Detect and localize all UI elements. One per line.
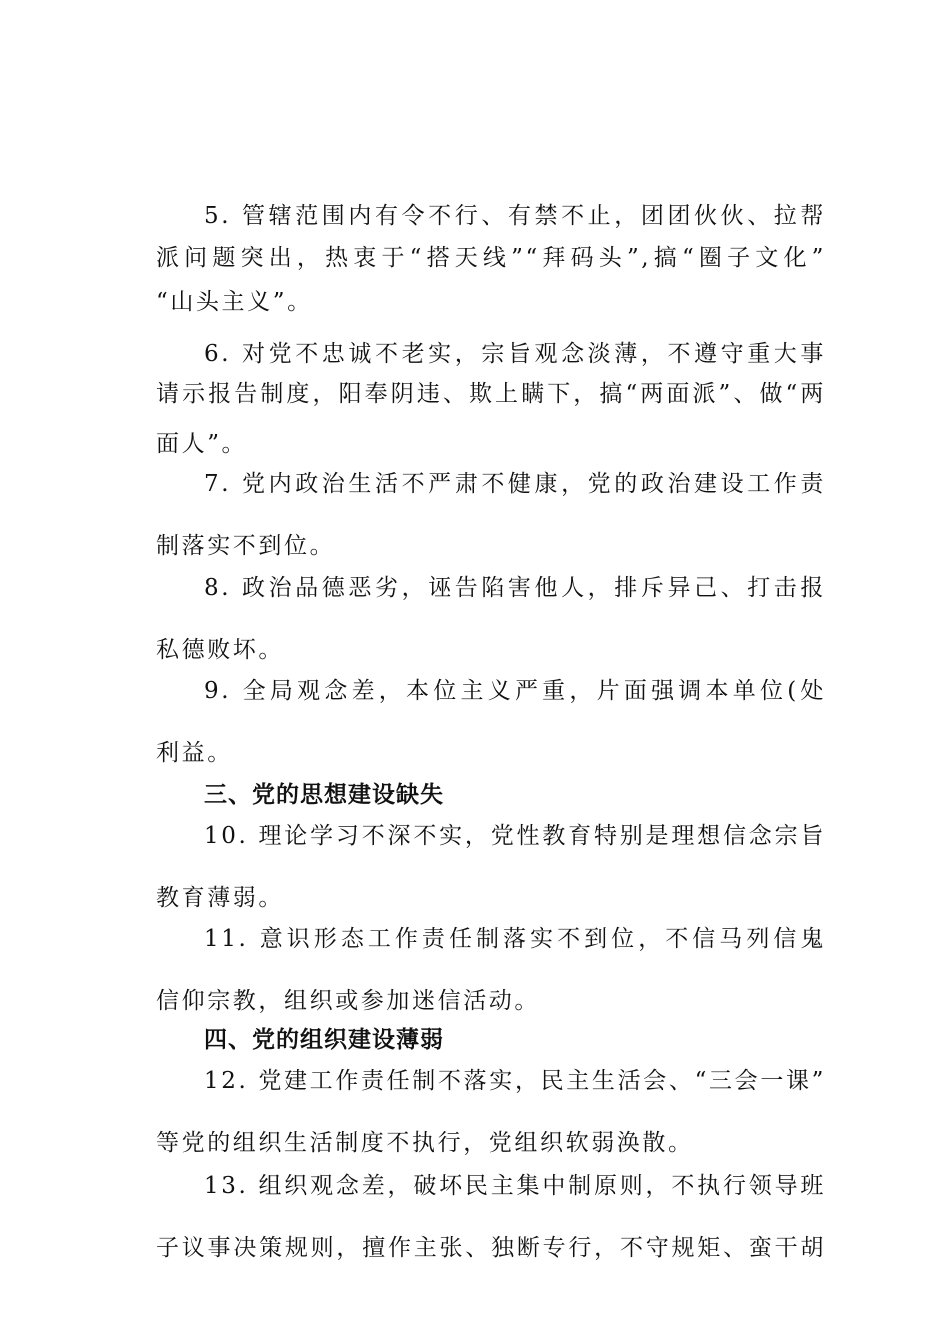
item-6-line-3: 面人”。 [156, 431, 248, 457]
item-5-line-1: 5. 管辖范围内有令不行、有禁不止，团团伙伙、拉帮 [204, 203, 826, 229]
item-5-line-2: 派问题突出，热衷于“搭天线”“拜码头”,搞“圈子文化” [156, 245, 826, 271]
item-6-line-1: 6. 对党不忠诚不老实，宗旨观念淡薄，不遵守重大事 [204, 341, 826, 367]
item-7-line-2: 制落实不到位。 [156, 533, 336, 559]
item-9-line-1: 9. 全局观念差，本位主义严重，片面强调本单位(处 [204, 678, 826, 704]
item-8-line-1: 8. 政治品德恶劣，诬告陷害他人，排斥异己、打击报 [204, 575, 826, 601]
section-heading-3: 三、党的思想建设缺失 [204, 782, 444, 808]
item-11-line-1: 11. 意识形态工作责任制落实不到位，不信马列信鬼 [204, 926, 826, 952]
item-5-line-3: “山头主义”。 [156, 289, 313, 315]
item-10-line-1: 10. 理论学习不深不实，党性教育特别是理想信念宗旨 [204, 823, 826, 849]
item-7-line-1: 7. 党内政治生活不严肃不健康，党的政治建设工作责 [204, 471, 826, 497]
item-11-line-2: 信仰宗教，组织或参加迷信活动。 [156, 988, 540, 1014]
item-12-line-2: 等党的组织生活制度不执行，党组织软弱涣散。 [156, 1130, 694, 1156]
item-12-line-1: 12. 党建工作责任制不落实，民主生活会、“三会一课” [204, 1068, 826, 1094]
item-10-line-2: 教育薄弱。 [156, 885, 284, 911]
section-heading-4: 四、党的组织建设薄弱 [204, 1027, 444, 1053]
item-8-line-2: 私德败坏。 [156, 637, 284, 663]
item-13-line-1: 13. 组织观念差，破坏民主集中制原则，不执行领导班 [204, 1173, 826, 1199]
item-6-line-2: 请示报告制度，阳奉阴违、欺上瞒下，搞“两面派”、做“两 [156, 381, 826, 407]
item-13-line-2: 子议事决策规则，擅作主张、独断专行，不守规矩、蛮干胡 [156, 1235, 826, 1261]
item-9-line-2: 利益。 [156, 740, 233, 766]
